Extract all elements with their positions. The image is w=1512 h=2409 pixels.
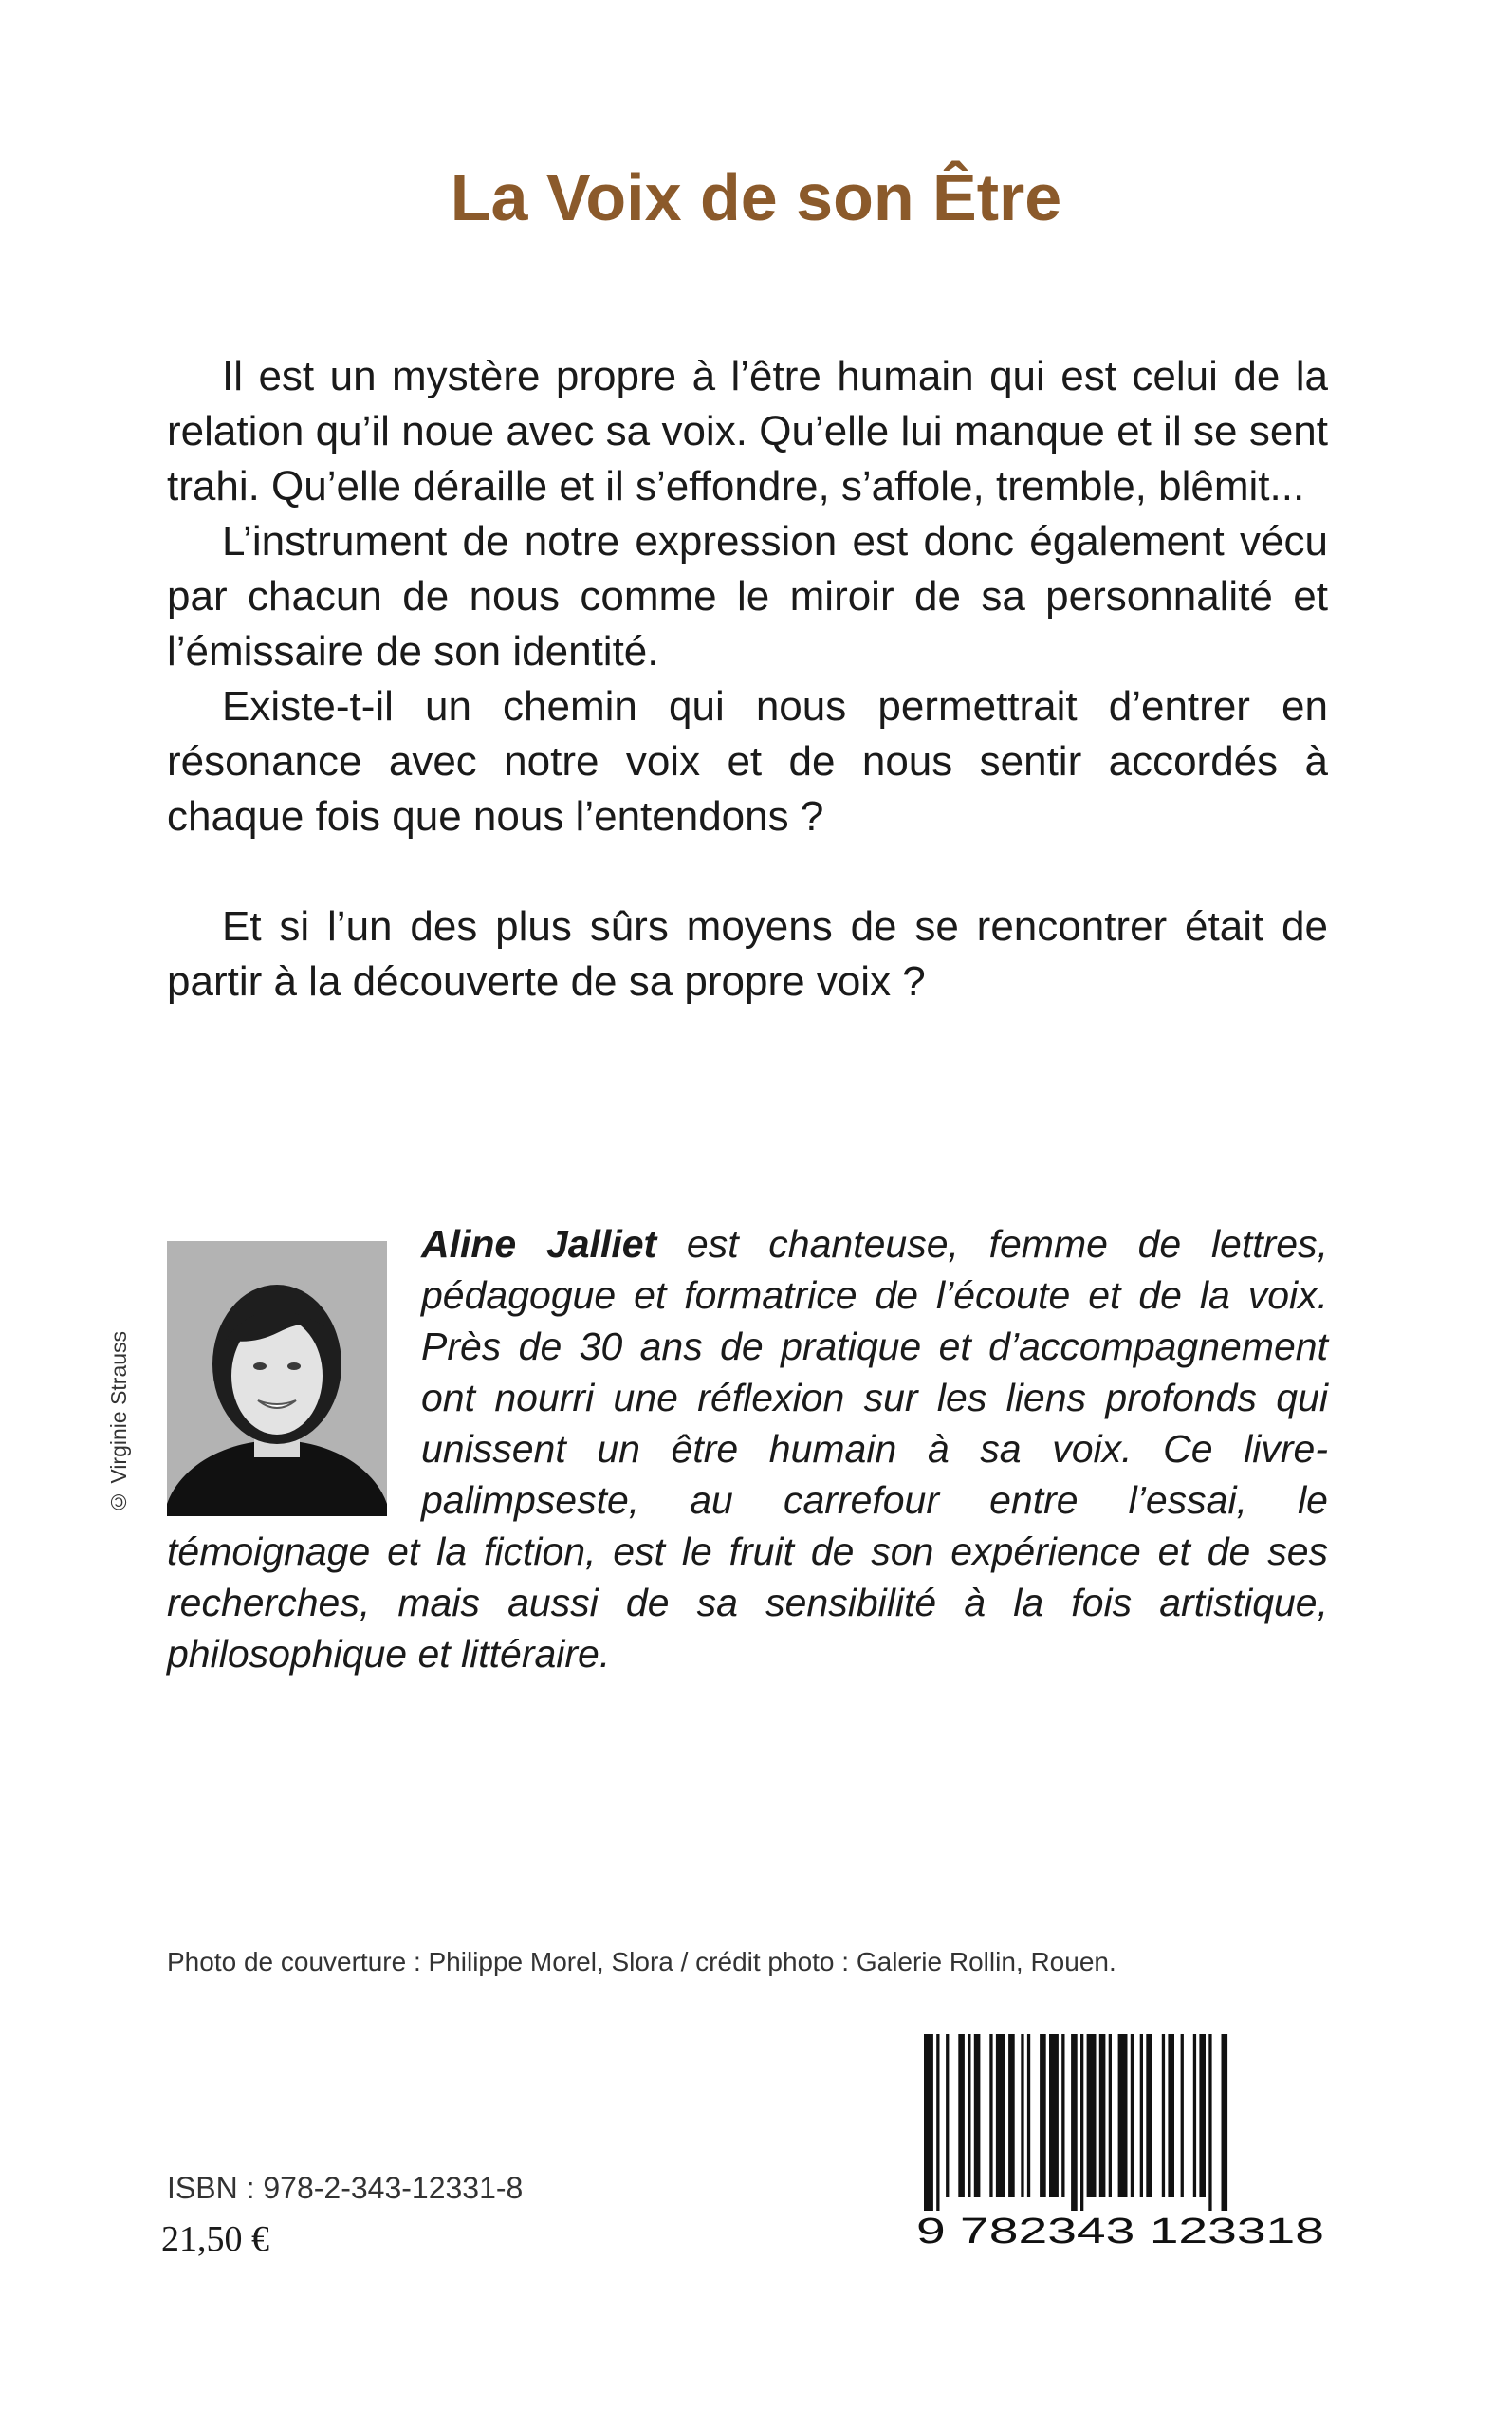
barcode-bar [996, 2034, 1005, 2197]
back-cover-blurb [167, 349, 1328, 1010]
barcode-bar [924, 2034, 933, 2211]
price: 21,50 € [161, 2219, 269, 2259]
isbn: ISBN : 978-2-343-12331-8 [167, 2171, 524, 2205]
barcode-bar [1061, 2034, 1064, 2197]
book-title: La Voix de son Être [450, 160, 1062, 234]
barcode-bar [1181, 2034, 1184, 2197]
barcode-bar [1199, 2034, 1206, 2197]
blurb-paragraph: Existe-t-il un chemin qui nous permettrait d’entrer en résonance avec notre voix et de nous sentir accordés à chaque fois que nous l’entendons ? [167, 683, 1328, 840]
barcode-bar [1008, 2034, 1015, 2197]
barcode-bar [936, 2034, 939, 2211]
isbn-barcode [916, 2034, 1324, 2252]
barcode-bar [1146, 2034, 1152, 2197]
barcode-bar [1080, 2034, 1083, 2211]
author-name: Aline Jalliet [421, 1222, 657, 1266]
barcode-bar [946, 2034, 949, 2197]
barcode-bar [1118, 2034, 1128, 2197]
barcode-bar [1040, 2034, 1046, 2197]
barcode-bar [1168, 2034, 1174, 2197]
barcode-bar [1162, 2034, 1165, 2197]
barcode-bar [1099, 2034, 1106, 2197]
barcode-bar [1027, 2034, 1030, 2197]
barcode-bars [924, 2034, 1227, 2211]
blurb-paragraph: Et si l’un des plus sûrs moyens de se rencontrer était de partir à la découverte de sa propre voix ? [167, 903, 1328, 1005]
cover-photo-credit: Photo de couverture : Philippe Morel, Slora / crédit photo : Galerie Rollin, Rouen. [167, 1947, 1116, 1976]
blurb-paragraph: L’instrument de notre expression est donc également vécu par chacun de nous comme le miroir de sa personnalité et l’émissaire de son identité. [167, 518, 1328, 675]
author-bio [167, 1218, 1328, 1679]
blurb-paragraph: Il est un mystère propre à l’être humain qui est celui de la relation qu’il noue avec sa voix. Qu’elle lui manque et il se sent trahi. Qu’elle déraille et il s’effondre, s’affole, tremble, blêmit... [167, 353, 1328, 510]
barcode-bar [974, 2034, 981, 2197]
barcode-bar [1071, 2034, 1078, 2211]
author-bio-body: est chanteuse, femme de lettres, pédagogue et formatrice de l’écoute et de la voix. Près de 30 ans de pratique et d’accompagnement ont nourri une réflexion sur les liens profonds qui unissent un être humain à sa voix. Ce livre-palimpseste, au carrefour entre l’essai, le témoignage et la fiction, est le fruit de son expérience et de ses recherches, mais aussi de sa sensibilité à la fois artistique, philosophique et littéraire. [167, 1222, 1328, 1676]
barcode-digits: 9 782343 123318 [916, 2212, 1324, 2251]
barcode-bar [989, 2034, 992, 2197]
barcode-bar [958, 2034, 965, 2197]
barcode-bar [1222, 2034, 1228, 2211]
author-photo-credit: © Virginie Strauss [106, 1330, 131, 1514]
barcode-bar [1109, 2034, 1112, 2197]
barcode-bar [1087, 2034, 1097, 2197]
barcode-bar [1049, 2034, 1059, 2197]
barcode-bar [1021, 2034, 1023, 2197]
barcode-bar [1193, 2034, 1196, 2197]
barcode-bar [1208, 2034, 1211, 2211]
barcode-bar [968, 2034, 970, 2197]
barcode-bar [1140, 2034, 1143, 2197]
barcode-bar [1131, 2034, 1134, 2197]
